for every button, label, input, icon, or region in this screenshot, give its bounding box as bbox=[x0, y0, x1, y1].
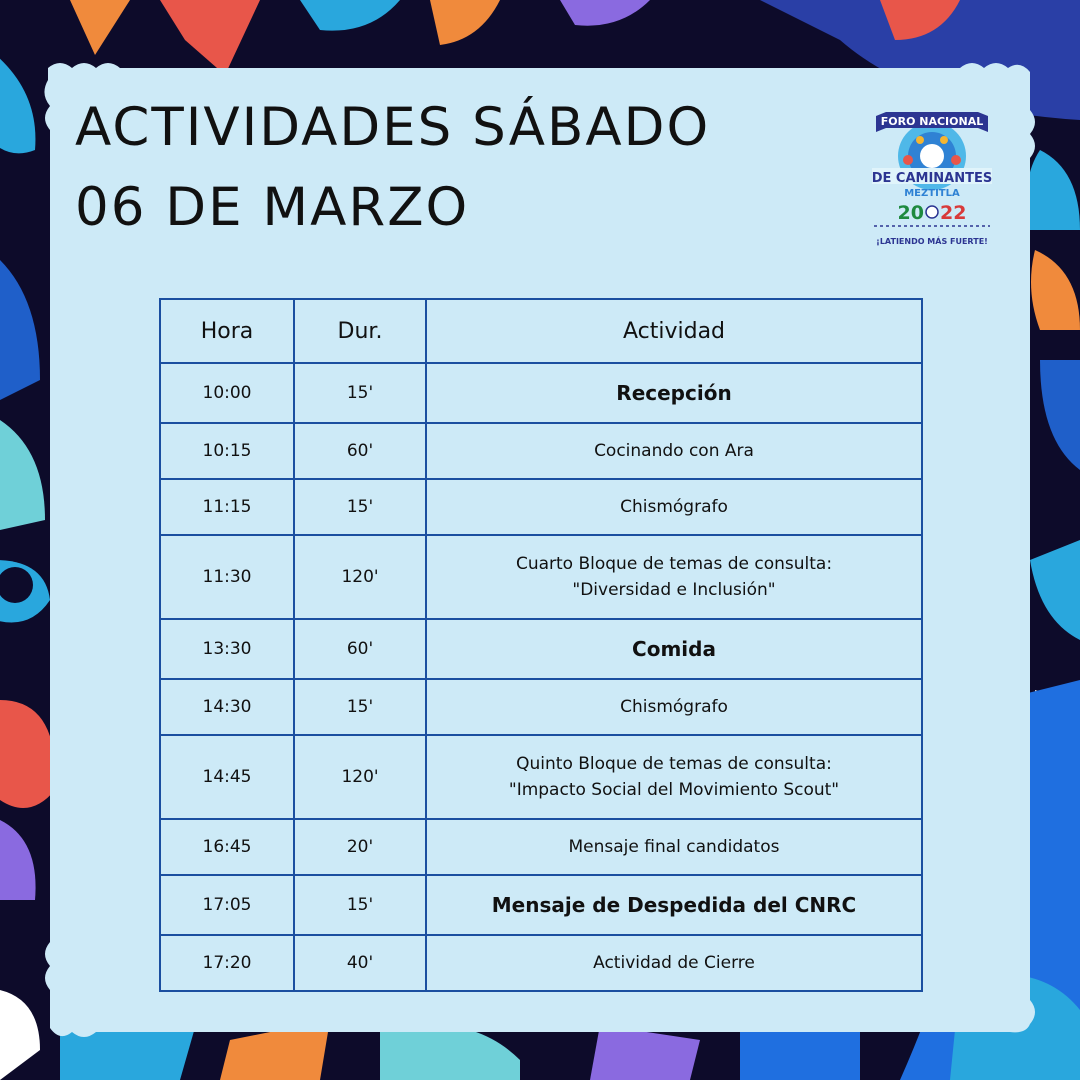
actividad-line: Mensaje final candidatos bbox=[568, 837, 780, 857]
cell-hora: 17:05 bbox=[160, 875, 294, 935]
cell-actividad bbox=[426, 819, 922, 875]
actividad-line: Comida bbox=[632, 637, 716, 661]
actividad-line: Cuarto Bloque de temas de consulta: bbox=[515, 554, 833, 574]
cell-hora: 14:30 bbox=[160, 679, 294, 735]
svg-text:FORO NACIONAL: FORO NACIONAL bbox=[880, 115, 984, 128]
cell-duracion: 15' bbox=[294, 363, 426, 423]
table-row bbox=[160, 535, 922, 619]
cell-hora: 10:15 bbox=[160, 423, 294, 479]
table-row bbox=[160, 935, 922, 991]
actividad-line: Mensaje de Despedida del CNRC bbox=[491, 893, 857, 917]
cell-duracion: 15' bbox=[294, 679, 426, 735]
cell-duracion: 60' bbox=[294, 423, 426, 479]
title-line-2: 06 DE MARZO bbox=[75, 177, 470, 238]
svg-text:20: 20 bbox=[897, 202, 924, 224]
actividad-line: Chismógrafo bbox=[620, 497, 728, 517]
cell-actividad bbox=[426, 619, 922, 679]
cell-actividad bbox=[426, 479, 922, 535]
cell-actividad bbox=[426, 935, 922, 991]
table-row bbox=[160, 679, 922, 735]
cell-duracion: 20' bbox=[294, 819, 426, 875]
svg-text:¡LATIENDO MÁS FUERTE!: ¡LATIENDO MÁS FUERTE! bbox=[876, 237, 988, 246]
actividad-line: Chismógrafo bbox=[620, 697, 728, 717]
actividad-line: "Impacto Social del Movimiento Scout" bbox=[508, 780, 840, 800]
actividad-line: Recepción bbox=[616, 381, 732, 405]
cell-actividad bbox=[426, 423, 922, 479]
schedule-table bbox=[159, 298, 923, 992]
header-actividad: Actividad bbox=[426, 299, 922, 363]
table-row bbox=[160, 619, 922, 679]
cell-actividad bbox=[426, 363, 922, 423]
header-hora: Hora bbox=[160, 299, 294, 363]
cell-hora: 11:15 bbox=[160, 479, 294, 535]
cell-duracion: 15' bbox=[294, 479, 426, 535]
table-row bbox=[160, 423, 922, 479]
cell-duracion: 15' bbox=[294, 875, 426, 935]
cell-duracion: 120' bbox=[294, 535, 426, 619]
svg-text:22: 22 bbox=[940, 202, 967, 224]
actividad-line: Quinto Bloque de temas de consulta: bbox=[516, 754, 832, 774]
cell-hora: 13:30 bbox=[160, 619, 294, 679]
actividad-line: "Diversidad e Inclusión" bbox=[572, 580, 776, 600]
cell-duracion: 60' bbox=[294, 619, 426, 679]
cell-duracion: 120' bbox=[294, 735, 426, 819]
svg-text:DE CAMINANTES: DE CAMINANTES bbox=[871, 171, 993, 186]
cell-actividad bbox=[426, 535, 922, 619]
table-row bbox=[160, 819, 922, 875]
cell-hora: 10:00 bbox=[160, 363, 294, 423]
event-logo bbox=[868, 98, 996, 254]
cell-hora: 14:45 bbox=[160, 735, 294, 819]
cell-hora: 16:45 bbox=[160, 819, 294, 875]
cell-hora: 11:30 bbox=[160, 535, 294, 619]
cell-actividad bbox=[426, 679, 922, 735]
header-duracion: Dur. bbox=[294, 299, 426, 363]
table-row bbox=[160, 363, 922, 423]
cell-actividad bbox=[426, 735, 922, 819]
cell-hora: 17:20 bbox=[160, 935, 294, 991]
svg-text:MEZTITLA: MEZTITLA bbox=[904, 188, 960, 199]
table-row bbox=[160, 735, 922, 819]
actividad-line: Actividad de Cierre bbox=[593, 953, 755, 973]
cell-actividad bbox=[426, 875, 922, 935]
title-line-1: ACTIVIDADES SÁBADO bbox=[75, 97, 711, 158]
cell-duracion: 40' bbox=[294, 935, 426, 991]
table-header-row bbox=[160, 299, 922, 363]
page-title bbox=[75, 88, 710, 248]
actividad-line: Cocinando con Ara bbox=[594, 441, 754, 461]
table-row bbox=[160, 479, 922, 535]
table-row bbox=[160, 875, 922, 935]
